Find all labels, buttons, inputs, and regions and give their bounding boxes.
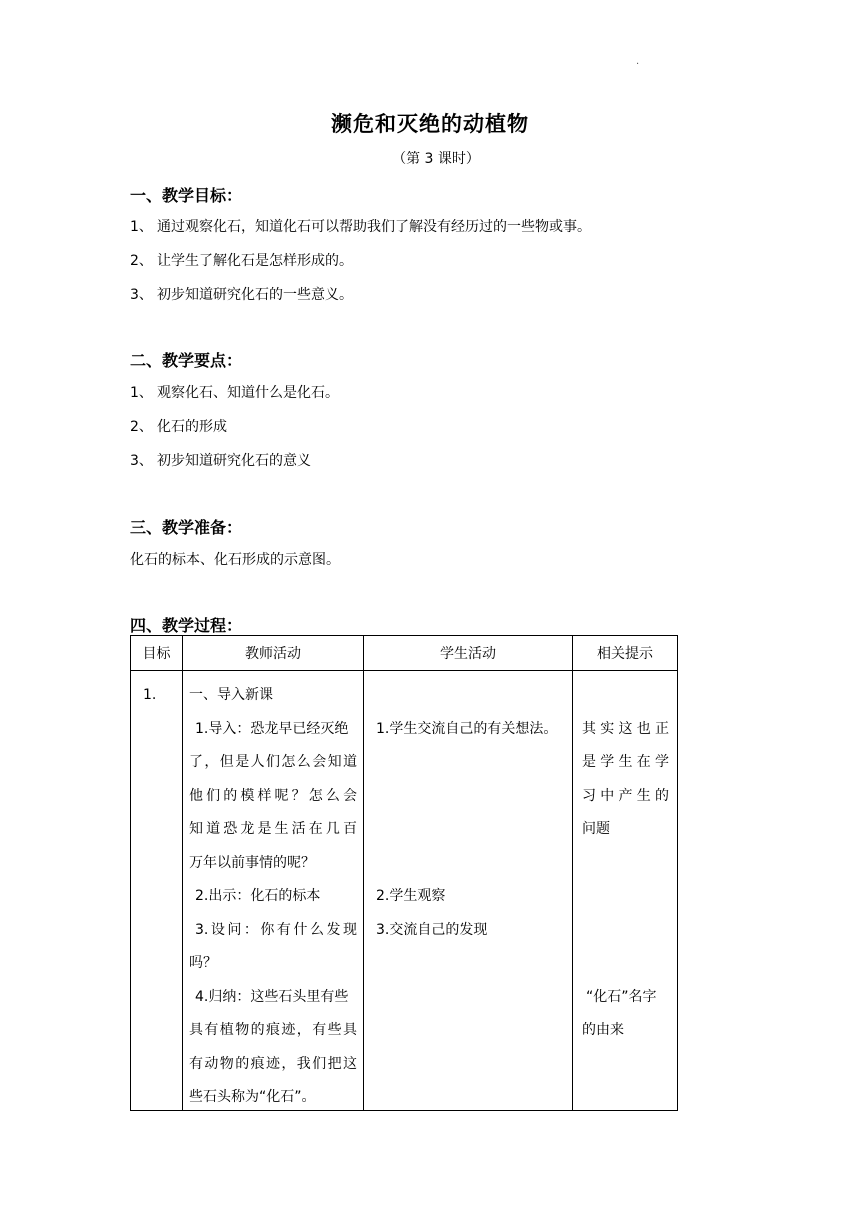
hint-line: 习中产生的 [582,787,669,804]
goal-num: 2、 [130,253,153,269]
student-line: 2.学生观察 [376,888,446,904]
teacher-line: 4.归纳：这些石头里有些 [195,988,349,1005]
page-title: 濒危和灭绝的动植物 [331,112,529,136]
section-prep-heading: 三、教学准备： [130,518,243,537]
goal-item [130,284,353,304]
process-table [130,635,678,1111]
hint-line: 的由来 [582,1022,624,1038]
hints-cell [573,671,678,1111]
hint-line: 是学生在学 [582,754,669,770]
section-goals-heading: 一、教学目标： [130,186,243,205]
hint-line: 问题 [582,821,610,837]
teacher-line: 1.导入：恐龙早已经灭绝 [195,720,349,737]
point-text: 观察化石、知道什么是化石。 [157,385,339,401]
hint-line: “化石”名字 [586,988,657,1005]
teacher-line: 些石头称为“化石”。 [189,1089,316,1105]
point-item [130,450,311,470]
table-row [131,671,678,1111]
point-item [130,416,227,436]
table-header-row [131,636,678,671]
page-subtitle: （第 3 课时） [392,151,480,167]
teacher-line: 了，但是人们怎么会知道 [189,754,357,770]
teacher-line: 吗？ [189,955,217,971]
goal-text: 初步知道研究化石的一些意义。 [157,287,353,303]
goal-num: 1、 [130,219,153,235]
point-num: 2、 [130,419,153,435]
page-dot: . [636,56,640,67]
point-num: 1、 [130,385,153,401]
goal-number: 1. [143,687,157,703]
section-points-heading: 二、教学要点： [130,351,243,370]
teacher-line: 一、导入新课 [189,687,273,703]
point-text: 化石的形成 [157,419,227,435]
goal-item [130,216,591,236]
hint-line: 其实这也正 [582,720,669,737]
goal-item [130,250,353,270]
teacher-line: 2.出示：化石的标本 [195,888,321,904]
teacher-line: 万年以前事情的呢？ [189,854,315,871]
goal-text: 让学生了解化石是怎样形成的。 [157,253,353,269]
col-header-student: 学生活动 [364,636,573,671]
section-process-heading: 四、教学过程： [130,616,243,635]
teacher-cell [183,671,364,1111]
point-num: 3、 [130,453,153,469]
teacher-line: 3.设问：你有什么发现 [195,921,357,938]
student-line: 3.交流自己的发现 [376,921,488,938]
teacher-line: 知道恐龙是生活在几百 [189,821,357,837]
col-header-hints: 相关提示 [573,636,678,671]
teacher-line: 具有植物的痕迹，有些具 [189,1022,357,1038]
point-item [130,382,339,402]
point-text: 初步知道研究化石的意义 [157,453,311,469]
teacher-line: 有动物的痕迹，我们把这 [189,1055,357,1072]
goal-text: 通过观察化石，知道化石可以帮助我们了解没有经历过的一些物或事。 [157,219,591,235]
student-line: 1.学生交流自己的有关想法。 [376,720,558,737]
teacher-line: 他们的模样呢？怎么会 [189,787,357,804]
goal-cell [131,671,183,1111]
col-header-goal: 目标 [131,636,183,671]
goal-num: 3、 [130,287,153,303]
col-header-teacher: 教师活动 [183,636,364,671]
prep-text: 化石的标本、化石形成的示意图。 [130,552,340,568]
student-cell [364,671,573,1111]
